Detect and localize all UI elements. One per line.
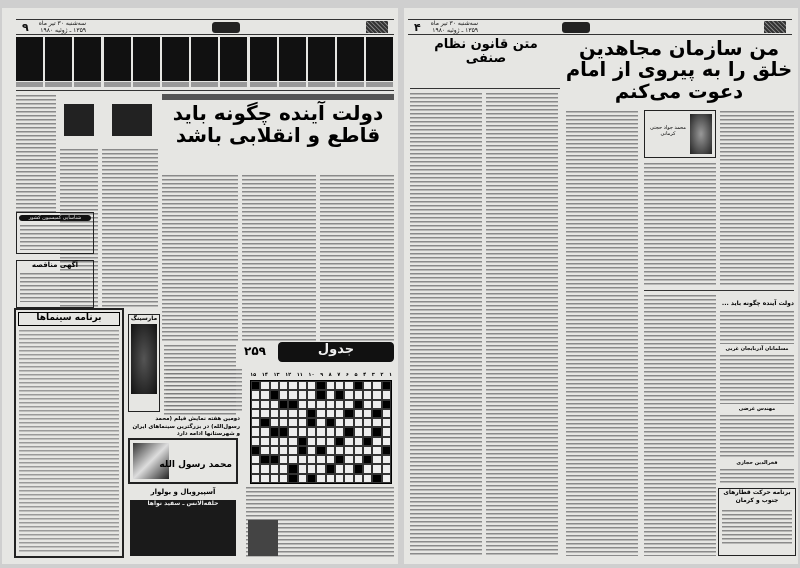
- crossword-cell[interactable]: [326, 381, 335, 390]
- crossword-cell[interactable]: [326, 427, 335, 436]
- crossword-cell[interactable]: [279, 400, 288, 409]
- crossword-cell[interactable]: [335, 446, 344, 455]
- train-schedule-box: [718, 488, 796, 556]
- crossword-column-number: ۶: [345, 372, 349, 378]
- crossword-cell[interactable]: [288, 455, 297, 464]
- crossword-cell[interactable]: [270, 464, 279, 473]
- crossword-cell[interactable]: [260, 418, 269, 427]
- header-date2: ۱۳۵۹ ـ ژوئیه ۱۹۸۰: [432, 27, 479, 34]
- portrait: [690, 114, 712, 154]
- photo-caption: [104, 82, 131, 87]
- crossword-cell[interactable]: [335, 427, 344, 436]
- crossword-cell[interactable]: [344, 437, 353, 446]
- crossword-cell[interactable]: [316, 390, 325, 399]
- crossword-cell[interactable]: [363, 464, 372, 473]
- crossword-cell[interactable]: [363, 437, 372, 446]
- crossword-cell[interactable]: [344, 427, 353, 436]
- crossword-cell[interactable]: [382, 437, 391, 446]
- crossword-cell[interactable]: [316, 474, 325, 483]
- crossword-cell[interactable]: [344, 390, 353, 399]
- crossword-cell[interactable]: [316, 437, 325, 446]
- cinema-program: [14, 308, 124, 558]
- crossword-cell[interactable]: [279, 437, 288, 446]
- crossword-cell[interactable]: [288, 390, 297, 399]
- crossword-cell[interactable]: [288, 474, 297, 483]
- crossword-column-number: ۱: [388, 372, 392, 378]
- crossword-column-number: ۱۲: [285, 372, 292, 378]
- crossword-cell[interactable]: [382, 409, 391, 418]
- section-logo: [212, 22, 239, 33]
- subhead: مهندس غرضی: [738, 406, 776, 412]
- crossword-cell[interactable]: [298, 381, 307, 390]
- crossword-cell[interactable]: [260, 390, 269, 399]
- film-ad-title: محمد رسول الله: [159, 460, 232, 470]
- crossword-cell[interactable]: [307, 446, 316, 455]
- cinema-title: برنامه سینماها: [18, 312, 120, 326]
- crossword-cell[interactable]: [335, 409, 344, 418]
- crossword-cell[interactable]: [326, 437, 335, 446]
- crossword-cell[interactable]: [354, 455, 363, 464]
- crossword-cell[interactable]: [288, 464, 297, 473]
- crossword-cell[interactable]: [288, 381, 297, 390]
- crossword-cell[interactable]: [307, 418, 316, 427]
- crossword-cell[interactable]: [251, 455, 260, 464]
- crossword-cell[interactable]: [335, 474, 344, 483]
- crossword-cell[interactable]: [326, 455, 335, 464]
- crossword-cell[interactable]: [298, 446, 307, 455]
- crossword-cell[interactable]: [279, 381, 288, 390]
- crossword-cell[interactable]: [382, 400, 391, 409]
- continuation-title: دولت آینده چگونه باید ...: [721, 300, 794, 307]
- crossword-cell[interactable]: [354, 464, 363, 473]
- crossword-cell[interactable]: [270, 418, 279, 427]
- crossword-cell[interactable]: [354, 427, 363, 436]
- crossword-cell[interactable]: [270, 427, 279, 436]
- portrait-photo: [45, 37, 72, 81]
- crossword-cell[interactable]: [307, 409, 316, 418]
- crossword-cell[interactable]: [354, 474, 363, 483]
- caption-strip: [162, 94, 394, 100]
- crossword-cell[interactable]: [316, 427, 325, 436]
- crossword-cell[interactable]: [279, 464, 288, 473]
- crossword-cell[interactable]: [288, 409, 297, 418]
- portrait-photo: [104, 37, 131, 81]
- crossword-column-number: ۹: [320, 372, 324, 378]
- crossword-cell[interactable]: [316, 409, 325, 418]
- crossword-cell[interactable]: [354, 409, 363, 418]
- crossword-cell[interactable]: [298, 400, 307, 409]
- portrait-photo: [191, 37, 218, 81]
- crossword-cell[interactable]: [354, 400, 363, 409]
- crossword-cell[interactable]: [382, 474, 391, 483]
- crossword-cell[interactable]: [251, 464, 260, 473]
- crossword-cell[interactable]: [344, 446, 353, 455]
- crossword-cell[interactable]: [363, 409, 372, 418]
- crossword-cell[interactable]: [307, 400, 316, 409]
- crossword-cell[interactable]: [270, 400, 279, 409]
- portrait-photo: [337, 37, 364, 81]
- crossword-cell[interactable]: [326, 400, 335, 409]
- crossword-cell[interactable]: [363, 400, 372, 409]
- page-header: [408, 19, 792, 35]
- crossword-cell[interactable]: [344, 418, 353, 427]
- crossword-cell[interactable]: [279, 455, 288, 464]
- ad-box: [16, 212, 94, 254]
- ad-title: آگهی مناقصه: [31, 261, 79, 269]
- crossword-cell[interactable]: [260, 474, 269, 483]
- crossword-cell[interactable]: [270, 437, 279, 446]
- crossword-cell[interactable]: [260, 446, 269, 455]
- crossword-cell[interactable]: [251, 409, 260, 418]
- crossword-cell[interactable]: [382, 427, 391, 436]
- photo-caption: [74, 82, 101, 87]
- portrait-photo: [74, 37, 101, 81]
- portrait-photo: [366, 37, 393, 81]
- crossword-cell[interactable]: [363, 446, 372, 455]
- crossword-cell[interactable]: [260, 400, 269, 409]
- photo-caption: [16, 82, 43, 87]
- crossword-cell[interactable]: [372, 427, 381, 436]
- crossword-cell[interactable]: [270, 381, 279, 390]
- crossword-cell[interactable]: [363, 427, 372, 436]
- crossword-cell[interactable]: [372, 474, 381, 483]
- ad-title: شناسایی کمیسیون کشور: [19, 215, 91, 221]
- crossword-cell[interactable]: [260, 437, 269, 446]
- photo: [248, 520, 278, 556]
- film-notice: دومین هفته نمایش فیلم (محمد رسول‌الله) در بزرگترین سینماهای ایران و شهرستانها ادامه دارد: [132, 416, 240, 438]
- crossword-cell[interactable]: [298, 427, 307, 436]
- photo-caption: [308, 82, 335, 87]
- crossword-column-number: ۷: [337, 372, 341, 378]
- crossword-cell[interactable]: [307, 427, 316, 436]
- photo-box: [644, 110, 716, 158]
- portrait-photo: [133, 37, 160, 81]
- crossword-cell[interactable]: [316, 455, 325, 464]
- crossword-cell[interactable]: [260, 455, 269, 464]
- film-poster: مارسینگ: [128, 314, 160, 412]
- photo-caption: [133, 82, 160, 87]
- photo-caption: [250, 82, 277, 87]
- crossword-column-number: ۵: [354, 372, 358, 378]
- crossword-number: ۲۵۹: [244, 344, 266, 358]
- crossword-cell[interactable]: [354, 437, 363, 446]
- portrait-photo: [250, 37, 277, 81]
- crossword-cell[interactable]: [307, 474, 316, 483]
- page-number: ۹: [22, 20, 29, 34]
- crossword-cell[interactable]: [335, 381, 344, 390]
- header-date: سه‌شنبه ۳۰ تیر ماه: [430, 20, 479, 27]
- crossword-cell[interactable]: [279, 474, 288, 483]
- crossword-column-numbers: [250, 372, 392, 378]
- sport-photo: حلقه‌الانس ـ سفید نواها: [130, 500, 236, 556]
- crossword-cell[interactable]: [316, 381, 325, 390]
- crossword-cell[interactable]: [279, 409, 288, 418]
- crossword-cell[interactable]: [344, 455, 353, 464]
- crossword-cell[interactable]: [260, 409, 269, 418]
- crossword-cell[interactable]: [335, 390, 344, 399]
- crossword-cell[interactable]: [251, 446, 260, 455]
- crossword-cell[interactable]: [372, 437, 381, 446]
- crossword-cell[interactable]: [344, 474, 353, 483]
- crossword-cell[interactable]: [326, 464, 335, 473]
- crossword-cell[interactable]: [251, 437, 260, 446]
- crossword-cell[interactable]: [251, 400, 260, 409]
- crossword-cell[interactable]: [316, 464, 325, 473]
- masthead-logo: [366, 21, 388, 33]
- crossword-cell[interactable]: [288, 418, 297, 427]
- crossword-cell[interactable]: [335, 455, 344, 464]
- crossword-cell[interactable]: [251, 390, 260, 399]
- page-number: ۴: [414, 20, 421, 34]
- crossword-cell[interactable]: [372, 409, 381, 418]
- crossword-cell[interactable]: [270, 446, 279, 455]
- crossword-column-number: ۲: [380, 372, 384, 378]
- crossword-cell[interactable]: [363, 455, 372, 464]
- portrait-photo: [220, 37, 247, 81]
- crossword-cell[interactable]: [298, 474, 307, 483]
- crossword-cell[interactable]: [298, 418, 307, 427]
- crossword-cell[interactable]: [298, 455, 307, 464]
- crossword-cell[interactable]: [270, 390, 279, 399]
- main-headline: من سازمان مجاهدین خلق را به پیروی از امام دعوت می‌کنم: [565, 37, 793, 103]
- crossword-cell[interactable]: [316, 400, 325, 409]
- portrait-photo: [16, 37, 43, 81]
- crossword-cell[interactable]: [251, 474, 260, 483]
- crossword-cell[interactable]: [270, 409, 279, 418]
- crossword-cell[interactable]: [335, 418, 344, 427]
- crossword-cell[interactable]: [251, 381, 260, 390]
- crossword-cell[interactable]: [326, 390, 335, 399]
- crossword-cell[interactable]: [316, 446, 325, 455]
- crossword-cell[interactable]: [298, 464, 307, 473]
- crossword-cell[interactable]: [326, 474, 335, 483]
- portrait-photo: [308, 37, 335, 81]
- photo-caption: محمد جواد حجتی کرمانی: [650, 125, 686, 137]
- crossword-cell[interactable]: [316, 418, 325, 427]
- crossword-cell[interactable]: [335, 437, 344, 446]
- portrait-photo: [162, 37, 189, 81]
- crossword-cell[interactable]: [279, 446, 288, 455]
- crossword-cell[interactable]: [363, 390, 372, 399]
- crossword-cell[interactable]: [307, 455, 316, 464]
- crossword-cell[interactable]: [251, 427, 260, 436]
- crossword-cell[interactable]: [382, 446, 391, 455]
- photo-caption: [191, 82, 218, 87]
- crossword-cell[interactable]: [372, 418, 381, 427]
- header-date2: ۱۳۵۹ ـ ژوئیه ۱۹۸۰: [40, 27, 87, 34]
- film-ad: [128, 438, 238, 484]
- crossword-cell[interactable]: [372, 455, 381, 464]
- crossword-cell[interactable]: [298, 437, 307, 446]
- crossword-cell[interactable]: [363, 474, 372, 483]
- crossword-cell[interactable]: [363, 381, 372, 390]
- crossword-cell[interactable]: [354, 446, 363, 455]
- photo-caption: [366, 82, 393, 87]
- crossword-cell[interactable]: [326, 409, 335, 418]
- crossword-cell[interactable]: [307, 464, 316, 473]
- crossword-cell[interactable]: [288, 437, 297, 446]
- photo-caption: [279, 82, 306, 87]
- header-date: سه‌شنبه ۳۰ تیر ماه: [38, 20, 87, 27]
- crossword-cell[interactable]: [288, 400, 297, 409]
- crossword-cell[interactable]: [382, 381, 391, 390]
- photo: [112, 104, 152, 136]
- crossword-cell[interactable]: [335, 400, 344, 409]
- crossword-column-number: ۳: [371, 372, 375, 378]
- photo: [64, 104, 94, 136]
- left-page: [2, 8, 398, 564]
- crossword-cell[interactable]: [344, 464, 353, 473]
- subhead: فخرالدین حجازی: [736, 460, 778, 466]
- crossword-cell[interactable]: [270, 455, 279, 464]
- train-title: برنامه حرکت قطارهای جنوب و کرمان: [723, 489, 791, 505]
- crossword-cell[interactable]: [288, 446, 297, 455]
- crossword-column-number: ۱۰: [308, 372, 315, 378]
- crossword-column-number: ۱۴: [261, 372, 268, 378]
- crossword-cell[interactable]: [344, 409, 353, 418]
- secondary-headline: متن قانون نظام صنفی: [412, 38, 560, 67]
- crossword-cell[interactable]: [288, 427, 297, 436]
- crossword-cell[interactable]: [260, 427, 269, 436]
- crossword-cell[interactable]: [298, 409, 307, 418]
- masthead-logo: [764, 21, 786, 33]
- crossword-grid[interactable]: [250, 380, 392, 484]
- crossword-cell[interactable]: [260, 381, 269, 390]
- crossword-cell[interactable]: [307, 390, 316, 399]
- crossword-cell[interactable]: [279, 390, 288, 399]
- crossword-cell[interactable]: [279, 418, 288, 427]
- crossword-cell[interactable]: [279, 427, 288, 436]
- crossword-title: جدول: [278, 342, 394, 362]
- crossword-cell[interactable]: [260, 464, 269, 473]
- sport-title: آسپیروبال و بولوار: [150, 488, 216, 496]
- crossword-cell[interactable]: [372, 390, 381, 399]
- crossword-cell[interactable]: [335, 464, 344, 473]
- page-header: [16, 19, 394, 35]
- crossword-cell[interactable]: [354, 418, 363, 427]
- crossword-cell[interactable]: [298, 390, 307, 399]
- crossword-cell[interactable]: [326, 446, 335, 455]
- crossword-cell[interactable]: [307, 381, 316, 390]
- photo-caption: [220, 82, 247, 87]
- crossword-cell[interactable]: [326, 418, 335, 427]
- left-headline: دولت آینده چگونه باید قاطع و انقلابی باشد: [162, 102, 394, 146]
- right-page: [404, 8, 798, 564]
- crossword-cell[interactable]: [354, 381, 363, 390]
- photo-caption: [45, 82, 72, 87]
- portrait-photo: [279, 37, 306, 81]
- crossword-column-number: ۸: [328, 372, 332, 378]
- crossword-cell[interactable]: [382, 418, 391, 427]
- crossword-cell[interactable]: [363, 418, 372, 427]
- crossword-cell[interactable]: [382, 455, 391, 464]
- tender-ad: [16, 260, 94, 308]
- crossword-column-number: ۱۵: [250, 372, 257, 378]
- crossword-column-number: ۱۳: [273, 372, 280, 378]
- crossword-cell[interactable]: [382, 464, 391, 473]
- crossword-cell[interactable]: [372, 446, 381, 455]
- crossword-column-number: ۱۱: [296, 372, 303, 378]
- crossword-cell[interactable]: [372, 400, 381, 409]
- crossword-cell[interactable]: [382, 390, 391, 399]
- crossword-cell[interactable]: [270, 474, 279, 483]
- photo-caption: [162, 82, 189, 87]
- crossword-cell[interactable]: [344, 400, 353, 409]
- crossword-column-number: ۴: [363, 372, 367, 378]
- photo-caption: [337, 82, 364, 87]
- crossword-cell[interactable]: [251, 418, 260, 427]
- crossword-cell[interactable]: [372, 381, 381, 390]
- section-logo: [562, 22, 589, 33]
- crossword-cell[interactable]: [354, 390, 363, 399]
- crossword-cell[interactable]: [372, 464, 381, 473]
- crossword-cell[interactable]: [307, 437, 316, 446]
- subhead: مسلمانان آذربایجان غربی: [725, 346, 789, 352]
- crossword-cell[interactable]: [344, 381, 353, 390]
